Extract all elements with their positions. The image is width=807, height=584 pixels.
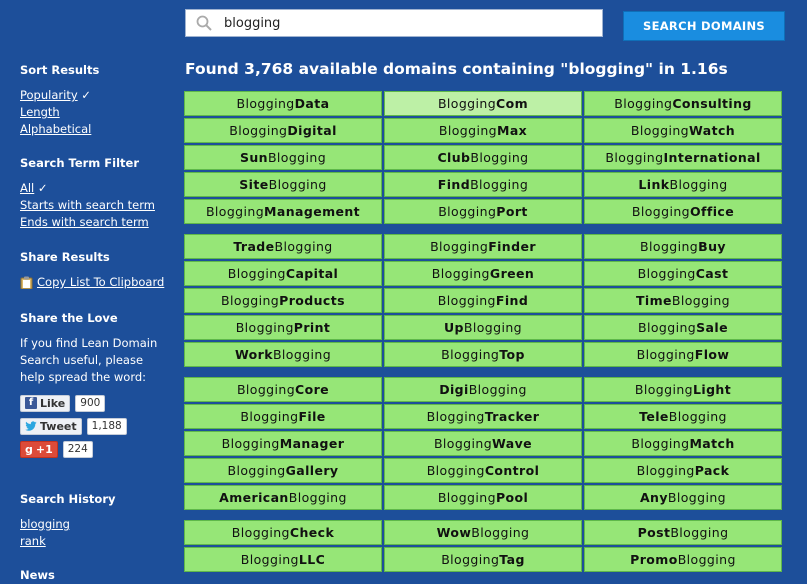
domain-term: Blogging <box>470 177 529 192</box>
domain-result-item[interactable] <box>584 288 782 313</box>
domain-result-item[interactable] <box>584 377 782 402</box>
domain-suggestion: Link <box>638 177 670 192</box>
domain-term: Blogging <box>636 347 695 362</box>
like-label: Like <box>40 396 66 410</box>
domain-suggestion: Consulting <box>672 96 752 111</box>
tweet-button[interactable] <box>20 418 82 435</box>
domain-result-item[interactable] <box>384 547 582 572</box>
search-icon <box>196 15 212 31</box>
domain-result-item[interactable] <box>384 431 582 456</box>
domain-suggestion: Top <box>499 347 525 362</box>
domain-suggestion: File <box>298 409 326 424</box>
domain-suggestion: Time <box>635 293 672 308</box>
domain-suggestion: LLC <box>298 552 326 567</box>
like-count: 900 <box>75 395 105 412</box>
domain-term: Blogging <box>471 525 530 540</box>
google-plus-label: +1 <box>35 442 53 456</box>
share-results-section <box>20 249 185 291</box>
domain-suggestion: Tracker <box>484 409 540 424</box>
domain-result-item[interactable] <box>584 261 782 286</box>
domain-term: Blogging <box>614 96 673 111</box>
domain-result-item[interactable] <box>184 485 382 510</box>
share-the-love-section <box>20 310 185 462</box>
domain-result-item[interactable] <box>384 145 582 170</box>
domain-term: Blogging <box>640 239 699 254</box>
domain-suggestion: Port <box>496 204 528 219</box>
google-plus-icon: g <box>25 442 33 456</box>
domain-result-item[interactable] <box>584 485 782 510</box>
domain-suggestion: Manager <box>279 436 345 451</box>
share-love-title: Share the Love <box>20 311 118 325</box>
domain-result-item[interactable] <box>584 315 782 340</box>
result-group <box>184 520 784 572</box>
domain-result-item[interactable] <box>384 520 582 545</box>
domain-suggestion: Wow <box>436 525 472 540</box>
domain-result-item[interactable] <box>384 234 582 259</box>
tweet-label: Tweet <box>40 419 77 433</box>
google-plus-count: 224 <box>63 441 93 458</box>
domain-term: Blogging <box>637 266 696 281</box>
facebook-like-button[interactable] <box>20 395 70 412</box>
domain-term: Blogging <box>221 293 280 308</box>
domain-term: Blogging <box>221 436 280 451</box>
facebook-row <box>20 393 185 413</box>
domain-term: Blogging <box>441 347 500 362</box>
domain-term: Blogging <box>470 150 529 165</box>
domain-suggestion: American <box>219 490 289 505</box>
domain-result-item[interactable] <box>584 145 782 170</box>
search-history-section <box>20 491 185 550</box>
domain-suggestion: Watch <box>689 123 736 138</box>
domain-suggestion: Cast <box>695 266 729 281</box>
domain-suggestion: Pack <box>694 463 730 478</box>
domain-suggestion: Office <box>690 204 735 219</box>
twitter-bird-icon <box>25 421 37 432</box>
sort-alphabetical-link[interactable]: Alphabetical <box>20 122 92 136</box>
domain-suggestion: Tag <box>499 552 525 567</box>
domain-suggestion: Print <box>293 320 331 335</box>
result-group <box>184 234 784 367</box>
domain-term: Blogging <box>605 150 664 165</box>
domain-term: Blogging <box>438 123 497 138</box>
news-title: News <box>20 568 55 582</box>
domain-suggestion: International <box>663 150 761 165</box>
domain-term: Blogging <box>235 320 294 335</box>
domain-result-item[interactable] <box>384 342 582 367</box>
domain-result-item[interactable] <box>584 404 782 429</box>
domain-term: Blogging <box>231 525 290 540</box>
domain-result-item[interactable] <box>584 199 782 224</box>
history-item-rank[interactable]: rank <box>20 534 46 548</box>
check-icon: ✓ <box>37 181 48 195</box>
domain-term: Blogging <box>426 409 485 424</box>
domain-suggestion: Light <box>693 382 732 397</box>
sort-popularity-link[interactable]: Popularity <box>20 88 78 102</box>
domain-term: Blogging <box>431 266 490 281</box>
domain-result-item[interactable] <box>584 342 782 367</box>
domain-result-item[interactable] <box>184 342 382 367</box>
domain-result-item[interactable] <box>384 172 582 197</box>
domain-result-item[interactable] <box>184 404 382 429</box>
domain-result-item[interactable] <box>184 315 382 340</box>
result-group <box>184 91 784 224</box>
domain-suggestion: Gallery <box>285 463 339 478</box>
domain-suggestion: Sale <box>696 320 728 335</box>
tweet-count: 1,188 <box>87 418 127 435</box>
result-group <box>184 377 784 510</box>
domain-results <box>184 91 784 582</box>
sort-options <box>20 87 185 138</box>
domain-term: Blogging <box>677 552 736 567</box>
search-box <box>185 9 603 37</box>
domain-result-item[interactable] <box>584 458 782 483</box>
domain-result-item[interactable] <box>584 118 782 143</box>
domain-term: Blogging <box>426 463 485 478</box>
copy-list-link[interactable]: Copy List To Clipboard <box>37 275 165 289</box>
domain-suggestion: Com <box>496 96 529 111</box>
domain-result-item[interactable] <box>184 118 382 143</box>
domain-result-item[interactable] <box>184 234 382 259</box>
domain-suggestion: Trade <box>233 239 275 254</box>
domain-term: Blogging <box>667 490 727 505</box>
facebook-icon: f <box>25 397 37 409</box>
share-love-text: If you find Lean Domain Search useful, please help spread the word: <box>20 336 158 384</box>
filter-starts-with-link[interactable]: Starts with search term <box>20 198 155 212</box>
copy-list-row <box>20 274 185 291</box>
domain-term: Blogging <box>236 96 295 111</box>
domain-suggestion: Site <box>239 177 269 192</box>
results-heading: Found 3,768 available domains containing "blogging" in 1.16s <box>185 60 728 78</box>
domain-term: Blogging <box>433 436 493 451</box>
domain-result-item[interactable] <box>384 485 582 510</box>
domain-term: Blogging <box>438 204 497 219</box>
gplus-row <box>20 439 185 459</box>
domain-result-item[interactable] <box>384 404 582 429</box>
domain-suggestion: Finder <box>488 239 536 254</box>
domain-result-item[interactable] <box>584 547 782 572</box>
social-buttons <box>20 393 185 459</box>
domain-term: Blogging <box>630 123 690 138</box>
domain-term: Blogging <box>669 177 728 192</box>
domain-term: Blogging <box>227 266 286 281</box>
domain-suggestion: Promo <box>630 552 678 567</box>
domain-term: Blogging <box>468 382 527 397</box>
domain-result-item[interactable] <box>184 145 382 170</box>
domain-suggestion: Check <box>289 525 335 540</box>
twitter-row <box>20 416 185 436</box>
domain-result-item[interactable] <box>384 91 582 116</box>
domain-term: Blogging <box>240 409 299 424</box>
domain-term: Blogging <box>229 123 288 138</box>
domain-term: Blogging <box>236 382 296 397</box>
domain-term: Blogging <box>288 490 347 505</box>
domain-result-item[interactable] <box>384 288 582 313</box>
domain-result-item[interactable] <box>584 91 782 116</box>
domain-suggestion: Buy <box>698 239 726 254</box>
domain-result-item[interactable] <box>184 431 382 456</box>
domain-result-item[interactable] <box>384 118 582 143</box>
domain-term: Blogging <box>274 239 333 254</box>
domain-term: Blogging <box>671 293 731 308</box>
domain-suggestion: Up <box>443 320 464 335</box>
filter-title: Search Term Filter <box>20 156 140 170</box>
domain-term: Blogging <box>668 409 727 424</box>
search-history-title: Search History <box>20 492 116 506</box>
domain-suggestion: Find <box>495 293 529 308</box>
clipboard-icon <box>20 276 33 289</box>
domain-term: Blogging <box>240 552 299 567</box>
domain-result-item[interactable] <box>184 547 382 572</box>
domain-suggestion: Post <box>637 525 671 540</box>
domain-suggestion: Find <box>437 177 471 192</box>
domain-result-item[interactable] <box>184 261 382 286</box>
google-plus-button[interactable] <box>20 441 58 458</box>
domain-suggestion: Max <box>496 123 528 138</box>
domain-result-item[interactable] <box>184 199 382 224</box>
history-list <box>20 516 185 550</box>
domain-result-item[interactable] <box>384 199 582 224</box>
domain-suggestion: Products <box>279 293 345 308</box>
domain-result-item[interactable] <box>184 91 382 116</box>
search-term-filter-section <box>20 155 185 231</box>
filter-ends-with-link[interactable]: Ends with search term <box>20 215 149 229</box>
domain-term: Blogging <box>267 150 327 165</box>
domain-suggestion: Control <box>484 463 540 478</box>
domain-suggestion: Green <box>489 266 535 281</box>
domain-suggestion: Sun <box>239 150 268 165</box>
domain-term: Blogging <box>463 320 522 335</box>
domain-suggestion: Data <box>294 96 330 111</box>
search-domains-button[interactable]: SEARCH DOMAINS <box>623 11 785 41</box>
domain-term: Blogging <box>437 490 496 505</box>
domain-result-item[interactable] <box>384 458 582 483</box>
domain-suggestion: Wave <box>492 436 533 451</box>
sort-results-title: Sort Results <box>20 63 100 77</box>
domain-term: Blogging <box>441 552 500 567</box>
domain-term: Blogging <box>227 463 286 478</box>
domain-term: Blogging <box>634 382 694 397</box>
share-results-title: Share Results <box>20 250 110 264</box>
filter-options <box>20 180 185 231</box>
domain-suggestion: Work <box>234 347 273 362</box>
domain-suggestion: Digi <box>439 382 469 397</box>
domain-suggestion: Digital <box>287 123 337 138</box>
domain-suggestion: Flow <box>694 347 730 362</box>
sort-length-link[interactable]: Length <box>20 105 60 119</box>
domain-term: Blogging <box>631 204 691 219</box>
domain-result-item[interactable] <box>584 431 782 456</box>
domain-result-item[interactable] <box>584 520 782 545</box>
domain-suggestion: Capital <box>285 266 339 281</box>
domain-term: Blogging <box>272 347 332 362</box>
domain-term: Blogging <box>430 239 489 254</box>
check-icon: ✓ <box>81 88 91 102</box>
domain-term: Blogging <box>437 293 496 308</box>
domain-suggestion: Management <box>264 204 361 219</box>
sort-results-section <box>20 62 185 138</box>
domain-suggestion: Core <box>295 382 330 397</box>
domain-result-item[interactable] <box>184 288 382 313</box>
domain-result-item[interactable] <box>184 520 382 545</box>
domain-result-item[interactable] <box>384 377 582 402</box>
domain-term: Blogging <box>638 320 697 335</box>
domain-result-item[interactable] <box>384 261 582 286</box>
domain-result-item[interactable] <box>384 315 582 340</box>
domain-result-item[interactable] <box>584 234 782 259</box>
domain-result-item[interactable] <box>184 172 382 197</box>
domain-suggestion: Club <box>437 150 471 165</box>
domain-term: Blogging <box>670 525 729 540</box>
domain-suggestion: Match <box>689 436 735 451</box>
domain-term: Blogging <box>205 204 265 219</box>
filter-all-link[interactable]: All <box>20 181 35 195</box>
search-input[interactable] <box>224 10 594 36</box>
domain-suggestion: Pool <box>495 490 529 505</box>
domain-result-item[interactable] <box>184 377 382 402</box>
news-section <box>20 567 185 584</box>
domain-result-item[interactable] <box>184 458 382 483</box>
domain-term: Blogging <box>437 96 497 111</box>
domain-result-item[interactable] <box>584 172 782 197</box>
domain-suggestion: Tele <box>639 409 669 424</box>
domain-suggestion: Any <box>639 490 668 505</box>
domain-term: Blogging <box>636 463 695 478</box>
domain-term: Blogging <box>268 177 327 192</box>
domain-term: Blogging <box>631 436 690 451</box>
history-item-blogging[interactable]: blogging <box>20 517 70 531</box>
